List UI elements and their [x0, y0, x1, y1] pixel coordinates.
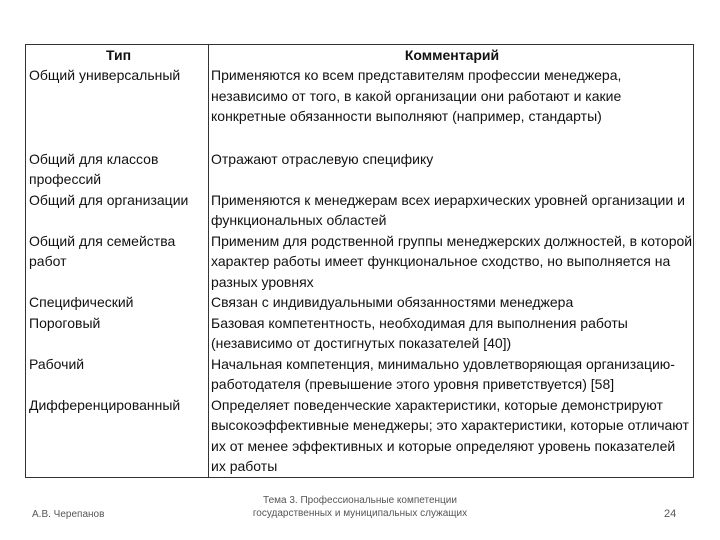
row-type: Дифференцированный [26, 395, 209, 477]
table-row [26, 292, 693, 313]
row-comment: Применим для родственной группы менеджерских должностей, в которой характер работы имеет функциональное сходство, но выполняется на разных уровнях [211, 232, 693, 290]
footer-author: А.В. Черепанов [32, 509, 105, 520]
row-type: Общий для семейства работ [26, 231, 209, 293]
row-type: Общий для классов профессий [26, 149, 209, 190]
row-type: Специфический [26, 292, 209, 313]
competency-table [25, 44, 694, 478]
header-comment: Комментарий [404, 47, 500, 63]
row-type: Пороговый [26, 313, 209, 354]
spacer-cell [209, 127, 693, 149]
header-type: Тип [26, 45, 209, 65]
row-comment: Начальная компетенция, минимально удовлетворяющая организацию-работодателя (превышение этого уровня приветствуется) [58] [211, 355, 675, 392]
footer-topic: Тема 3. Профессиональные компетенции государственных и муниципальных служащих [252, 495, 468, 519]
table-header-row [26, 45, 693, 65]
table-row [26, 65, 693, 127]
table-row [26, 395, 693, 477]
table-row [26, 354, 693, 395]
row-spacer [26, 127, 693, 149]
footer-page-number: 24 [664, 508, 677, 520]
table-row [26, 313, 693, 354]
table-row [26, 149, 693, 190]
row-type: Общий универсальный [26, 65, 209, 127]
row-comment: Связан с индивидуальными обязанностями менеджера [211, 294, 574, 310]
row-comment: Отражают отраслевую специфику [211, 150, 434, 167]
row-comment: Применяются ко всем представителям профессии менеджера, независимо от того, в какой организации они работают и какие конкретные обязанности выполняют (например, стандарты) [211, 67, 622, 124]
row-comment: Определяет поведенческие характеристики, которые демонстрируют высокоэффективные менеджеры; это характеристики, которые отличают их от менее эффективных и которые определяют уровень показателей их работы [211, 396, 689, 474]
table-row [26, 231, 693, 293]
row-comment: Базовая компетентность, необходимая для выполнения работы (независимо от достигнутых показателей [40]) [211, 314, 628, 351]
table-row [26, 190, 693, 231]
row-type: Общий для организации [26, 190, 209, 231]
row-comment: Применяются к менеджерам всех иерархических уровней организации и функциональных областей [211, 191, 685, 228]
row-type: Рабочий [26, 354, 209, 395]
spacer-cell [26, 127, 209, 149]
